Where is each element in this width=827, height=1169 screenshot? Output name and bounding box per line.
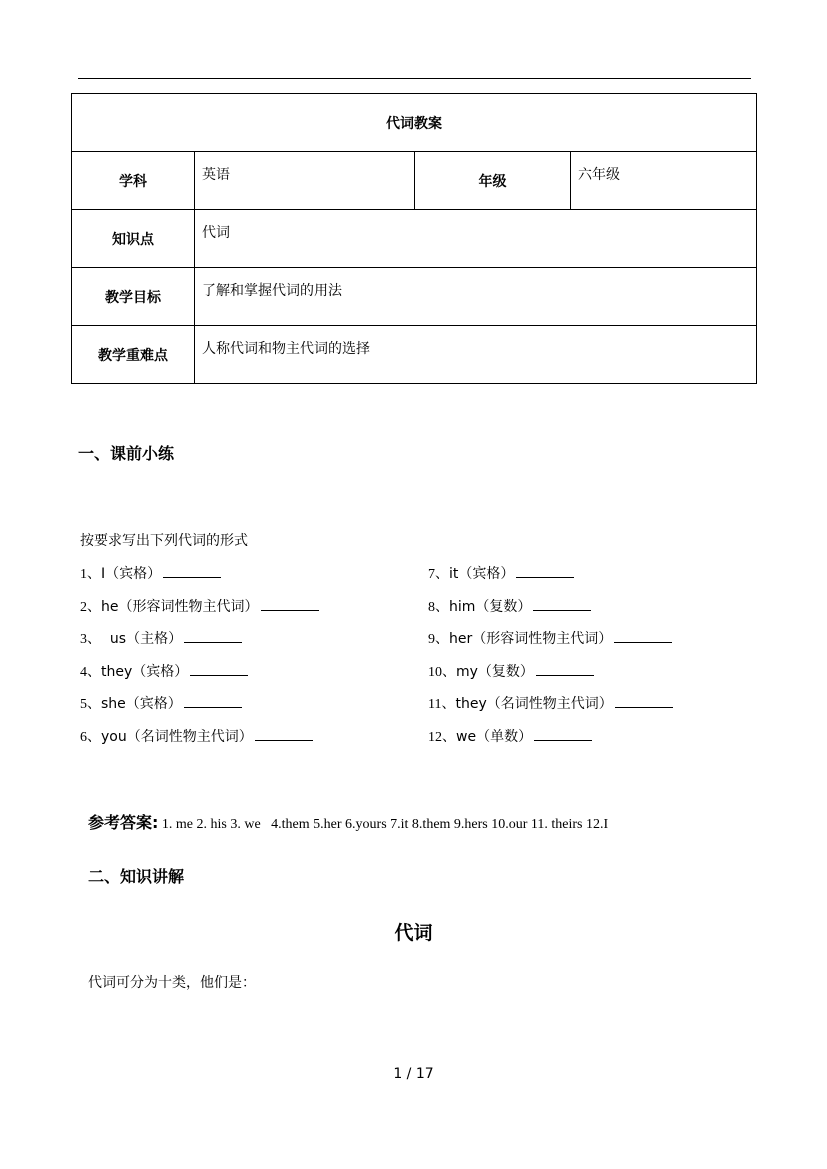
- answer-blank[interactable]: [163, 565, 221, 578]
- focus-value: 人称代词和物主代词的选择: [195, 326, 757, 384]
- exercise-item: 7、it（宾格）: [428, 563, 574, 583]
- exercise-item: 3、 us（主格）: [80, 628, 242, 648]
- exercise-instruction: 按要求写出下列代词的形式: [80, 533, 248, 549]
- answer-blank[interactable]: [536, 663, 594, 676]
- exercise-item: 4、they（宾格）: [80, 661, 248, 681]
- intro-paragraph: 代词可分为十类，他们是：: [88, 975, 256, 991]
- section2-heading: 二、知识讲解: [88, 867, 185, 886]
- reference-answers: [88, 810, 608, 833]
- answer-blank[interactable]: [184, 630, 242, 643]
- exercise-item: 9、her（形容词性物主代词）: [428, 628, 672, 648]
- exercise-item: 10、my（复数）: [428, 661, 594, 681]
- focus-label: 教学重难点: [72, 326, 195, 384]
- exercise-item: 5、she（宾格）: [80, 693, 242, 713]
- answer-blank[interactable]: [261, 598, 319, 611]
- goal-value: 了解和掌握代词的用法: [195, 268, 757, 326]
- subject-value: 英语: [195, 152, 415, 210]
- exercise-item: 8、him（复数）: [428, 596, 591, 616]
- answer-blank[interactable]: [614, 630, 672, 643]
- page-number: 1 / 17: [393, 1066, 434, 1082]
- grade-label: 年级: [415, 152, 571, 210]
- section1-heading: 一、课前小练: [78, 444, 175, 463]
- grade-value: 六年级: [571, 152, 757, 210]
- answer-blank[interactable]: [534, 728, 592, 741]
- topic-title: 代词: [394, 922, 433, 944]
- answer-blank[interactable]: [190, 663, 248, 676]
- answer-text: 1. me 2. his 3. we 4.them 5.her 6.yours 7.it 8.them 9.hers 10.our 11. theirs 12.I: [158, 817, 609, 832]
- header-rule: [78, 78, 751, 79]
- lesson-info-table: [71, 93, 757, 384]
- answer-blank[interactable]: [184, 695, 242, 708]
- goal-label: 教学目标: [72, 268, 195, 326]
- exercise-item: 1、I（宾格）: [80, 563, 221, 583]
- answer-blank[interactable]: [533, 598, 591, 611]
- subject-label: 学科: [72, 152, 195, 210]
- answer-blank[interactable]: [615, 695, 673, 708]
- knowledge-label: 知识点: [72, 210, 195, 268]
- answer-blank[interactable]: [516, 565, 574, 578]
- exercise-item: 2、he（形容词性物主代词）: [80, 596, 319, 616]
- exercise-item: 12、we（单数）: [428, 726, 592, 746]
- exercise-item: 11、they（名词性物主代词）: [428, 693, 673, 713]
- answer-label: 参考答案:: [88, 813, 159, 832]
- answer-blank[interactable]: [255, 728, 313, 741]
- exercise-item: 6、you（名词性物主代词）: [80, 726, 313, 746]
- lesson-title: 代词教案: [72, 94, 757, 152]
- knowledge-value: 代词: [195, 210, 757, 268]
